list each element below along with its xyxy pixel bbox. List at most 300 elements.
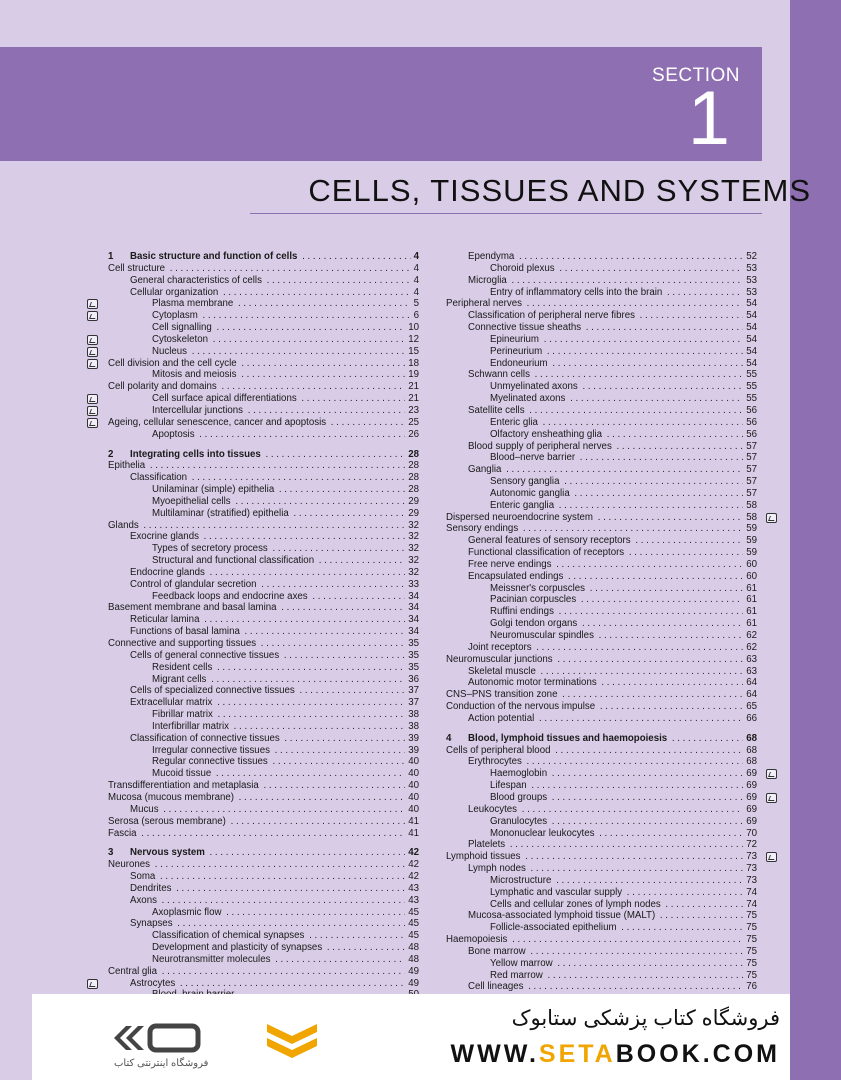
toc-entry [108, 978, 419, 990]
chapter-number: 2 [108, 448, 114, 460]
toc-entry-page: 34 [405, 591, 419, 603]
toc-entry-title: Axons [130, 894, 157, 906]
toc-entry-title: Red marrow [490, 969, 543, 981]
toc-entry [446, 780, 757, 792]
toc-entry-title: Connective tissue sheaths [468, 322, 582, 334]
toc-entry-title: Axoplasmic flow [152, 906, 222, 918]
toc-entry-page: 54 [743, 358, 757, 370]
toc-entry-page: 34 [405, 626, 419, 638]
toc-entry-title: Lymphoid tissues [446, 851, 521, 863]
toc-entry [446, 666, 757, 678]
leader-dots [555, 958, 757, 969]
toc-entry [108, 847, 419, 859]
leader-dots [228, 816, 419, 827]
toc-entry-page: 15 [405, 346, 419, 358]
leader-dots [261, 780, 419, 791]
online-content-icon [766, 793, 777, 803]
online-content-icon [766, 769, 777, 779]
leader-dots [175, 918, 419, 929]
toc-entry-page: 40 [405, 780, 419, 792]
toc-entry-title: Cellular organization [130, 286, 219, 298]
leader-dots [139, 828, 419, 839]
toc-entry-title: Cells of specialized connective tissues [130, 685, 295, 697]
url-suffix: BOOK.COM [615, 1040, 780, 1068]
leader-dots [624, 887, 757, 898]
leader-dots [214, 662, 419, 673]
toc-entry-page: 64 [743, 689, 757, 701]
toc-entry-page: 29 [405, 508, 419, 520]
toc-entry [108, 287, 419, 299]
toc-entry-page: 45 [405, 930, 419, 942]
leader-dots [565, 571, 757, 582]
toc-entry-title: Extracellular matrix [130, 697, 213, 709]
section-label: SECTION [652, 65, 740, 86]
toc-entry-page: 56 [743, 405, 757, 417]
leader-dots [242, 626, 419, 637]
toc-entry [446, 488, 757, 500]
leader-dots [239, 358, 419, 369]
toc-entry-page: 42 [405, 847, 419, 859]
toc-entry-title: Lymphatic and vascular supply [490, 886, 623, 898]
toc-entry-page: 74 [743, 887, 757, 899]
leader-dots [553, 559, 757, 570]
leader-dots [577, 452, 757, 463]
toc-entry [446, 756, 757, 768]
toc-entry [108, 543, 419, 555]
toc-entry-title: Yellow marrow [490, 957, 553, 969]
toc-entry-title: Autonomic motor terminations [468, 677, 597, 689]
toc-entry [446, 452, 757, 464]
toc-entry [446, 251, 757, 263]
toc-entry-page: 75 [743, 910, 757, 922]
toc-entry-title: Serosa (serous membrane) [108, 815, 226, 827]
toc-entry-title: Olfactory ensheathing glia [490, 428, 603, 440]
toc-entry [108, 263, 419, 275]
toc-entry-title: Haemoglobin [490, 768, 548, 780]
leader-dots [281, 650, 419, 661]
leader-dots [503, 464, 757, 475]
toc-entry-title: Blood groups [490, 791, 548, 803]
toc-entry-title: Migrant cells [152, 673, 207, 685]
toc-entry-title: Nucleus [152, 345, 187, 357]
toc-entry-page: 59 [743, 535, 757, 547]
toc-entry [446, 594, 757, 606]
toc-entry-page: 6 [411, 310, 419, 322]
toc-entry-title: Multilaminar (stratified) epithelia [152, 507, 289, 519]
toc-entry-title: Ependyma [468, 251, 515, 262]
toc-entry-page: 38 [405, 721, 419, 733]
leader-dots [197, 429, 419, 440]
toc-entry-title: Connective and supporting tissues [108, 638, 257, 649]
toc-entry-title: Action potential [468, 712, 535, 724]
toc-entry-title: Cell signalling [152, 322, 212, 334]
toc-entry [446, 733, 757, 745]
leader-dots [540, 417, 757, 428]
leader-dots [208, 674, 419, 685]
leader-dots [157, 871, 419, 882]
toc-entry [108, 484, 419, 496]
url-accent: SETA [538, 1040, 616, 1068]
toc-entry-page: 12 [405, 334, 419, 346]
toc-entry-title: Choroid plexus [490, 262, 555, 274]
toc-entry-title: Conduction of the nervous impulse [446, 701, 596, 713]
toc-entry [108, 417, 419, 429]
toc-entry [108, 756, 419, 768]
toc-entry-page: 42 [405, 871, 419, 883]
leader-dots [596, 630, 757, 641]
toc-entry-title: Cells of general connective tissues [130, 649, 280, 661]
toc-entry [446, 946, 757, 958]
toc-entry-page: 21 [405, 381, 419, 393]
section-number: 1 [687, 76, 730, 161]
toc-entry-page: 56 [743, 417, 757, 429]
toc-entry-page: 57 [743, 464, 757, 476]
toc-entry [446, 417, 757, 429]
toc-entry [446, 583, 757, 595]
toc-entry [446, 405, 757, 417]
side-color-strip [790, 0, 841, 1080]
toc-entry [108, 954, 419, 966]
toc-entry [108, 393, 419, 405]
leader-dots [604, 429, 757, 440]
leader-dots [556, 606, 757, 617]
toc-entry [446, 828, 757, 840]
toc-entry-title: Intercellular junctions [152, 404, 244, 416]
url-prefix: WWW. [450, 1040, 539, 1068]
online-content-icon [87, 347, 98, 357]
toc-entry-page: 28 [405, 484, 419, 496]
toc-entry-title: Blood–nerve barrier [490, 452, 576, 464]
toc-entry [446, 875, 757, 887]
toc-entry-title: Microglia [468, 274, 507, 286]
leader-dots [200, 310, 419, 321]
toc-entry-page: 34 [405, 602, 419, 614]
toc-entry-page: 61 [743, 606, 757, 618]
toc-entry-title: Mucosa-associated lymphoid tissue (MALT) [468, 910, 656, 922]
toc-entry-page: 54 [743, 346, 757, 358]
leader-dots [159, 966, 419, 977]
toc-entry-title: Mitosis and meiosis [152, 369, 237, 381]
toc-entry-page: 32 [405, 567, 419, 579]
toc-entry-page: 33 [405, 579, 419, 591]
leader-dots [189, 346, 419, 357]
leader-dots [524, 756, 757, 767]
leader-dots [152, 859, 419, 870]
toc-entry-title: Cell division and the cell cycle [108, 357, 237, 369]
part-title: CELLS, TISSUES AND SYSTEMS [308, 173, 811, 208]
toc-entry [108, 429, 419, 441]
toc-entry [446, 287, 757, 299]
toc-entry [108, 966, 419, 978]
toc-entry-title: Dispersed neuroendocrine system [446, 511, 594, 523]
toc-entry [446, 393, 757, 405]
leader-dots [536, 713, 757, 724]
leader-dots [528, 946, 757, 957]
setabook-logo [112, 1018, 202, 1058]
leader-dots [233, 496, 419, 507]
toc-entry-title: Ruffini endings [490, 606, 554, 618]
toc-entry [108, 650, 419, 662]
toc-entry [446, 464, 757, 476]
leader-dots [201, 531, 419, 542]
toc-entry [108, 555, 419, 567]
toc-entry-title: Ganglia [468, 464, 502, 476]
toc-entry-page: 75 [743, 946, 757, 958]
toc-entry-title: Unilaminar (simple) epithelia [152, 484, 275, 496]
toc-entry-page: 68 [743, 733, 757, 745]
toc-entry [108, 792, 419, 804]
leader-dots [657, 910, 757, 921]
toc-entry-title: Synapses [130, 918, 173, 930]
leader-dots [596, 828, 757, 839]
toc-entry-page: 37 [405, 685, 419, 697]
toc-entry [446, 958, 757, 970]
toc-entry-page: 64 [743, 677, 757, 689]
toc-entry-title: Regular connective tissues [152, 756, 268, 768]
toc-entry [446, 346, 757, 358]
toc-entry-title: Integrating cells into tissues [130, 448, 261, 460]
toc-entry-title: Unmyelinated axons [490, 381, 578, 393]
leader-dots [236, 792, 419, 803]
toc-entry-page: 75 [743, 922, 757, 934]
toc-entry-page: 40 [405, 804, 419, 816]
toc-entry-page: 74 [743, 899, 757, 911]
toc-entry [108, 804, 419, 816]
leader-dots [559, 689, 757, 700]
leader-dots [207, 847, 419, 858]
toc-entry-page: 48 [405, 954, 419, 966]
leader-dots [147, 460, 419, 471]
leader-dots [258, 638, 419, 649]
leader-dots [626, 547, 757, 558]
toc-entry-page: 54 [743, 334, 757, 346]
toc-entry-title: Resident cells [152, 661, 213, 673]
leader-dots [595, 512, 757, 523]
toc-entry [108, 460, 419, 472]
leader-dots [316, 555, 419, 566]
toc-entry [446, 768, 757, 780]
toc-entry-page: 35 [405, 662, 419, 674]
toc-entry-page: 66 [743, 713, 757, 725]
leader-dots [189, 472, 419, 483]
toc-entry-page: 65 [743, 701, 757, 713]
toc-entry-page: 43 [405, 895, 419, 907]
toc-entry-title: Lifespan [490, 780, 527, 792]
toc-entry [108, 614, 419, 626]
toc-entry-title: Cell structure [108, 262, 166, 274]
toc-entry-page: 10 [405, 322, 419, 334]
toc-entry-page: 28 [405, 460, 419, 472]
toc-column-right [446, 251, 757, 993]
toc-entry [446, 804, 757, 816]
toc-entry-page: 39 [405, 733, 419, 745]
toc-entry [446, 298, 757, 310]
toc-entry [108, 626, 419, 638]
toc-entry [108, 567, 419, 579]
toc-entry-page: 61 [743, 594, 757, 606]
leader-dots [239, 369, 419, 380]
toc-entry-title: Mucosa (mucous membrane) [108, 791, 234, 803]
toc-entry [446, 535, 757, 547]
leader-dots [552, 745, 757, 756]
leader-dots [215, 709, 419, 720]
toc-entry-title: Skeletal muscle [468, 665, 536, 677]
leader-dots [599, 677, 757, 688]
toc-entry-title: Interfibrillar matrix [152, 720, 229, 732]
toc-entry-page: 36 [405, 674, 419, 686]
leader-dots [525, 981, 757, 992]
toc-entry-page: 57 [743, 476, 757, 488]
toc-entry-page: 4 [411, 287, 419, 299]
toc-entry-title: Irregular connective tissues [152, 744, 270, 756]
toc-entry-title: Neuromuscular junctions [446, 653, 553, 665]
toc-entry-title: Nervous system [130, 847, 205, 859]
leader-dots [523, 851, 758, 862]
leader-dots [527, 405, 757, 416]
online-content-icon [766, 513, 777, 523]
toc-entry-page: 23 [405, 405, 419, 417]
toc-entry-title: Mucoid tissue [152, 768, 212, 780]
toc-entry-page: 39 [405, 745, 419, 757]
toc-entry-title: Transdifferentiation and metaplasia [108, 780, 259, 792]
toc-entry [108, 579, 419, 591]
toc-entry-page: 62 [743, 642, 757, 654]
toc-entry [108, 251, 419, 263]
toc-entry-title: Structural and functional classification [152, 555, 315, 567]
toc-entry-title: Fascia [108, 827, 137, 839]
leader-dots [529, 780, 757, 791]
leader-dots [556, 500, 757, 511]
toc-entry [446, 630, 757, 642]
toc-entry [108, 816, 419, 828]
toc-entry-title: Fibrillar matrix [152, 709, 213, 721]
toc-entry-title: Classification of chemical synapses [152, 930, 305, 942]
toc-entry-page: 28 [405, 472, 419, 484]
toc-entry [108, 674, 419, 686]
toc-entry [108, 733, 419, 745]
toc-entry [446, 547, 757, 559]
toc-entry [108, 472, 419, 484]
toc-entry [108, 859, 419, 871]
toc-entry [108, 907, 419, 919]
toc-entry-title: Functions of basal lamina [130, 626, 240, 638]
toc-entry [446, 745, 757, 757]
toc-entry-page: 61 [743, 618, 757, 630]
toc-entry-title: Microstructure [490, 874, 552, 886]
toc-entry [446, 934, 757, 946]
toc-entry-title: Leukocytes [468, 803, 518, 815]
toc-entry-title: Central glia [108, 965, 158, 977]
leader-dots [264, 275, 419, 286]
leader-dots [555, 654, 757, 665]
leader-dots [553, 875, 757, 886]
toc-entry-title: Epithelia [108, 460, 146, 472]
toc-entry-page: 43 [405, 883, 419, 895]
toc-entry [446, 369, 757, 381]
toc-entry-page: 28 [405, 449, 419, 461]
toc-entry-page: 68 [743, 745, 757, 757]
toc-entry [446, 701, 757, 713]
online-content-icon [87, 335, 98, 345]
toc-entry [446, 816, 757, 828]
toc-entry-page: 68 [743, 756, 757, 768]
toc-entry-title: Mucus [130, 803, 159, 815]
leader-dots [213, 768, 419, 779]
leader-dots [550, 358, 757, 369]
toc-entry-page: 72 [743, 839, 757, 851]
leader-dots [509, 934, 757, 945]
toc-entry-title: Epineurium [490, 333, 540, 345]
toc-entry-title: Neuromuscular spindles [490, 630, 594, 641]
leader-dots [516, 251, 757, 262]
toc-entry-page: 70 [743, 828, 757, 840]
toc-entry [446, 677, 757, 689]
toc-entry-title: Control of glandular secretion [130, 578, 257, 590]
toc-entry [108, 334, 419, 346]
online-content-icon [87, 418, 98, 428]
toc-entry-page: 69 [743, 804, 757, 816]
toc-entry-page: 42 [405, 859, 419, 871]
toc-entry-page: 32 [405, 531, 419, 543]
toc-entry-title: Plasma membrane [152, 298, 234, 310]
toc-entry-title: Reticular lamina [130, 614, 200, 626]
toc-entry-title: CNS–PNS transition zone [446, 689, 558, 701]
toc-entry [446, 606, 757, 618]
toc-entry-page: 18 [405, 358, 419, 370]
toc-entry-title: Sensory ganglia [490, 476, 560, 488]
leader-dots [214, 697, 419, 708]
toc-entry [108, 531, 419, 543]
toc-entry-page: 4 [411, 263, 419, 275]
toc-entry-page: 55 [743, 393, 757, 405]
toc-entry-title: Exocrine glands [130, 531, 199, 543]
shop-name: فروشگاه کتاب پزشکی ستابوک [511, 1007, 780, 1030]
leader-dots [572, 488, 757, 499]
toc-entry-title: Enteric glia [490, 416, 538, 428]
chevron-logo-icon [262, 1020, 322, 1060]
leader-dots [272, 954, 419, 965]
toc-entry-title: Dendrites [130, 882, 172, 894]
toc-entry-title: Haemopoiesis [446, 934, 508, 946]
toc-entry-page: 54 [743, 322, 757, 334]
toc-entry-title: Myoepithelial cells [152, 495, 231, 507]
toc-entry-title: Myelinated axons [490, 393, 566, 405]
toc-entry-title: Cells and cellular zones of lymph nodes [490, 898, 661, 910]
leader-dots [141, 520, 419, 531]
leader-dots [538, 666, 757, 677]
toc-entry-title: Autonomic ganglia [490, 487, 570, 499]
toc-entry-page: 63 [743, 654, 757, 666]
toc-entry-title: Feedback loops and endocrine axes [152, 590, 308, 602]
toc-entry-page: 56 [743, 429, 757, 441]
leader-dots [297, 685, 419, 696]
toc-entry-title: Blood, lymphoid tissues and haemopoiesis [468, 732, 668, 744]
toc-entry-page: 5 [411, 298, 419, 310]
chapter-number: 3 [108, 847, 114, 859]
toc-entry-page: 32 [405, 543, 419, 555]
toc-entry-page: 49 [405, 966, 419, 978]
leader-dots [201, 614, 419, 625]
toc-entry-title: Classification of peripheral nerve fibres [468, 310, 635, 322]
shop-url [451, 1040, 780, 1069]
toc-entry [108, 662, 419, 674]
toc-entry-title: Sensory endings [446, 523, 519, 535]
toc-entry-title: Neurones [108, 859, 151, 871]
toc-entry [108, 918, 419, 930]
toc-entry-title: Apoptosis [152, 428, 195, 440]
toc-entry [108, 381, 419, 393]
toc-entry [446, 523, 757, 535]
